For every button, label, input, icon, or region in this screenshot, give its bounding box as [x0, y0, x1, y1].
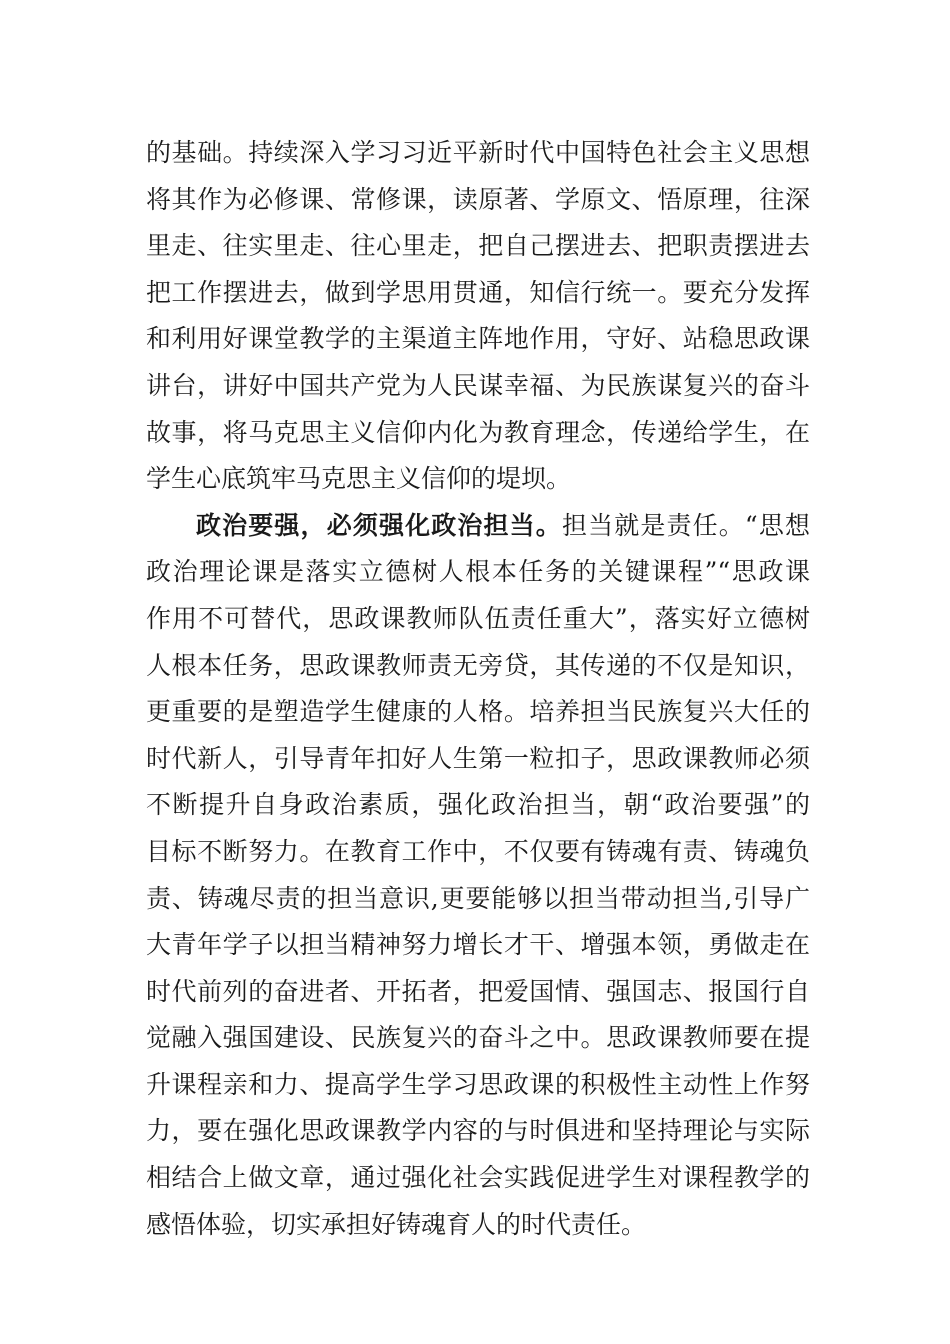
paragraph-heading: 政治要强，必须强化政治担当。 [196, 510, 562, 540]
text-segment: 担当就是责任。“思想 [561, 510, 810, 540]
paragraph-1 [146, 130, 810, 503]
text-line: 力，要在强化思政课教学内容的与时俱进和坚持理论与实际 [146, 1116, 810, 1146]
text-line: 学生心底筑牢马克思主义信仰的堤坝。 [146, 464, 572, 494]
paragraph-2 [146, 503, 810, 1249]
text-line: 更重要的是塑造学生健康的人格。培养担当民族复兴大任的 [146, 697, 810, 727]
text-line: 责、铸魂尽责的担当意识,更要能够以担当带动担当,引导广 [146, 883, 810, 913]
text-line: 政治理论课是落实立德树人根本任务的关键课程”“思政课 [146, 557, 810, 587]
text-line: 讲台，讲好中国共产党为人民谋幸福、为民族谋复兴的奋斗 [146, 370, 810, 400]
text-line: 时代新人，引导青年扣好人生第一粒扣子，思政课教师必须 [146, 743, 810, 773]
text-line: 将其作为必修课、常修课，读原著、学原文、悟原理，往深 [146, 184, 810, 214]
document-body [146, 130, 810, 1248]
text-line: 里走、往实里走、往心里走，把自己摆进去、把职责摆进去 [146, 231, 810, 261]
text-line: 把工作摆进去，做到学思用贯通，知信行统一。要充分发挥 [146, 277, 810, 307]
text-line: 觉融入强国建设、民族复兴的奋斗之中。思政课教师要在提 [146, 1023, 810, 1053]
paragraph-first-line [146, 503, 810, 550]
text-line: 感悟体验，切实承担好铸魂育人的时代责任。 [146, 1209, 647, 1239]
text-line: 升课程亲和力、提高学生学习思政课的积极性主动性上作努 [146, 1069, 810, 1099]
text-line: 相结合上做文章，通过强化社会实践促进学生对课程教学的 [146, 1163, 810, 1193]
text-line: 目标不断努力。在教育工作中，不仅要有铸魂有责、铸魂负 [146, 836, 810, 866]
text-line: 和利用好课堂教学的主渠道主阵地作用，守好、站稳思政课 [146, 324, 810, 354]
text-line: 不断提升自身政治素质，强化政治担当，朝“政治要强”的 [146, 790, 810, 820]
text-line: 时代前列的奋进者、开拓者，把爱国情、强国志、报国行自 [146, 976, 810, 1006]
text-line: 的基础。持续深入学习习近平新时代中国特色社会主义思想 [146, 138, 810, 167]
text-line: 大青年学子以担当精神努力增长才干、增强本领，勇做走在 [146, 930, 810, 960]
text-line: 人根本任务，思政课教师责无旁贷，其传递的不仅是知识， [146, 650, 810, 680]
text-line: 作用不可替代，思政课教师队伍责任重大”，落实好立德树 [146, 603, 810, 633]
text-line: 故事，将马克思主义信仰内化为教育理念，传递给学生，在 [146, 417, 810, 447]
